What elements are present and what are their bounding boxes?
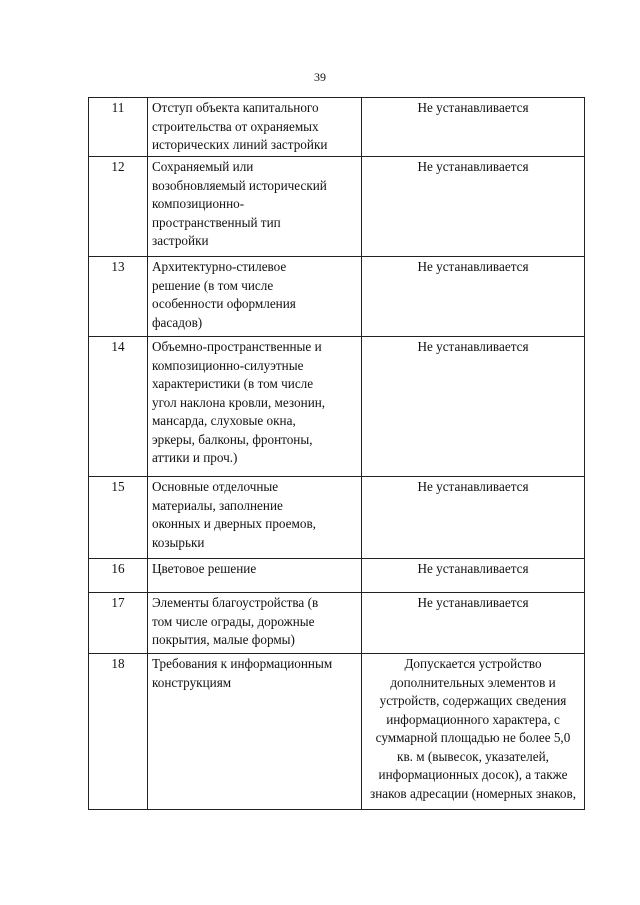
parameter-line: Требования к информационным — [152, 656, 333, 671]
value-line: дополнительных элементов и — [390, 674, 556, 690]
parameter-line: Цветовое решение — [152, 561, 257, 576]
parameter-line: аттики и проч.) — [152, 450, 238, 465]
parameter-cell — [148, 157, 362, 257]
parameter-line: композиционно- — [152, 196, 245, 211]
parameter-line: Основные отделочные — [152, 479, 279, 494]
value-line: Допускается устройство — [404, 656, 542, 671]
parameter-line: исторических линий застройки — [152, 137, 328, 152]
parameter-cell — [148, 257, 362, 337]
value-cell — [362, 559, 585, 593]
parameter-cell — [148, 98, 362, 157]
value-cell — [362, 477, 585, 559]
value-cell — [362, 337, 585, 477]
parameter-line: пространственный тип — [152, 214, 281, 230]
table-row — [89, 654, 585, 810]
value-line: Не устанавливается — [417, 561, 529, 576]
table-row — [89, 157, 585, 257]
parameter-line: Элементы благоустройства (в — [152, 595, 319, 610]
row-number: 18 — [89, 654, 148, 810]
parameter-line: Отступ объекта капитального — [152, 100, 319, 115]
parameter-line: решение (в том числе — [152, 277, 274, 293]
parameter-line: композиционно-силуэтные — [152, 357, 304, 373]
requirements-table — [88, 97, 585, 810]
table-row — [89, 593, 585, 654]
row-number: 12 — [89, 157, 148, 257]
page-number: 39 — [314, 70, 326, 84]
row-number: 17 — [89, 593, 148, 654]
value-line: информационного характера, с — [386, 711, 560, 727]
value-cell — [362, 98, 585, 157]
table-row — [89, 257, 585, 337]
value-cell — [362, 593, 585, 654]
parameter-line: эркеры, балконы, фронтоны, — [152, 431, 313, 447]
parameter-line: мансарда, слуховые окна, — [152, 413, 296, 428]
parameter-line: характеристики (в том числе — [152, 376, 314, 391]
parameter-line: Объемно-пространственные и — [152, 339, 322, 354]
table-row — [89, 337, 585, 477]
value-line: Не устанавливается — [417, 595, 529, 610]
parameter-line: оконных и дверных проемов, — [152, 516, 316, 531]
row-number: 16 — [89, 559, 148, 593]
parameter-line: фасадов) — [152, 314, 203, 330]
value-cell — [362, 257, 585, 337]
parameter-line: особенности оформления — [152, 296, 296, 311]
row-number: 14 — [89, 337, 148, 477]
value-line: знаков адресации (номерных знаков, — [369, 785, 576, 801]
value-line: Не устанавливается — [417, 159, 529, 174]
parameter-line: покрытия, малые формы) — [152, 632, 295, 647]
value-line: Не устанавливается — [417, 100, 529, 115]
parameter-line: конструкциям — [152, 674, 232, 690]
value-line: суммарной площадью не более 5,0 — [375, 730, 571, 745]
table-row — [89, 559, 585, 593]
value-line: Не устанавливается — [417, 259, 529, 274]
value-line: Не устанавливается — [417, 479, 529, 494]
parameter-line: Архитектурно-стилевое — [152, 259, 287, 274]
parameter-cell — [148, 593, 362, 654]
value-line: кв. м (вывесок, указателей, — [397, 748, 549, 764]
parameter-cell — [148, 654, 362, 810]
parameter-line: строительства от охраняемых — [152, 118, 319, 134]
row-number: 11 — [89, 98, 148, 157]
value-cell — [362, 157, 585, 257]
parameter-line: материалы, заполнение — [152, 497, 283, 513]
parameter-line: возобновляемый исторический — [152, 177, 327, 193]
row-number: 15 — [89, 477, 148, 559]
table-body — [89, 98, 585, 810]
parameter-line: козырьки — [152, 534, 205, 550]
parameter-line: Сохраняемый или — [152, 159, 254, 174]
value-line: устройств, содержащих сведения — [379, 693, 567, 708]
parameter-cell — [148, 337, 362, 477]
parameter-cell — [148, 477, 362, 559]
value-cell — [362, 654, 585, 810]
parameter-line: том числе ограды, дорожные — [152, 613, 315, 629]
parameter-cell — [148, 559, 362, 593]
parameter-line: угол наклона кровли, мезонин, — [152, 394, 326, 410]
value-line: информационных досок), а также — [378, 767, 568, 782]
parameter-line: застройки — [152, 233, 209, 248]
table-row — [89, 98, 585, 157]
table-row — [89, 477, 585, 559]
row-number: 13 — [89, 257, 148, 337]
value-line: Не устанавливается — [417, 339, 529, 354]
